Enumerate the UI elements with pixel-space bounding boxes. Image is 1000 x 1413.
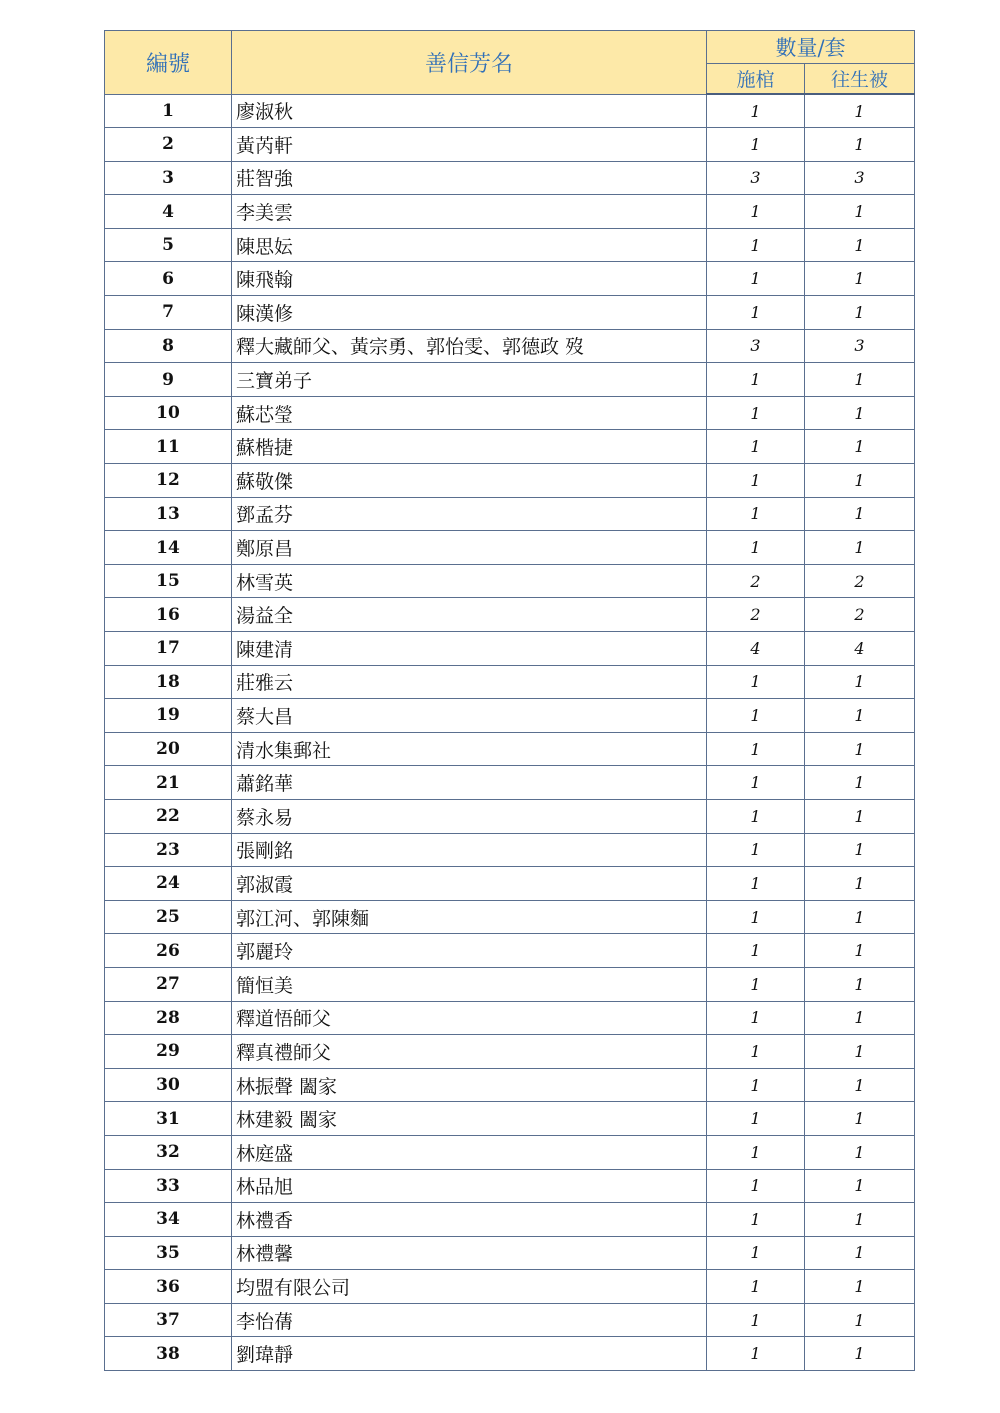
donor-name: 莊智強 (232, 161, 707, 195)
shroud-quantity: 1 (805, 228, 915, 262)
table-row (105, 967, 915, 1001)
coffin-quantity: 1 (707, 900, 805, 934)
row-number: 10 (105, 396, 232, 430)
row-number: 7 (105, 296, 232, 330)
donor-name: 釋大藏師父、黃宗勇、郭怡雯、郭德政 歿 (232, 329, 707, 363)
row-number: 24 (105, 867, 232, 901)
row-number: 30 (105, 1068, 232, 1102)
table-row (105, 531, 915, 565)
row-number: 33 (105, 1169, 232, 1203)
shroud-quantity: 1 (805, 1303, 915, 1337)
coffin-quantity: 1 (707, 195, 805, 229)
shroud-quantity: 1 (805, 1270, 915, 1304)
table-row (105, 195, 915, 229)
row-number: 13 (105, 497, 232, 531)
donor-name: 蔡大昌 (232, 699, 707, 733)
table-row (105, 1169, 915, 1203)
table-row (105, 699, 915, 733)
shroud-quantity: 1 (805, 128, 915, 162)
table-row (105, 1102, 915, 1136)
row-number: 21 (105, 766, 232, 800)
table-row (105, 564, 915, 598)
row-number: 1 (105, 94, 232, 128)
table-row (105, 766, 915, 800)
shroud-quantity: 1 (805, 363, 915, 397)
row-number: 35 (105, 1236, 232, 1270)
coffin-quantity: 1 (707, 262, 805, 296)
coffin-quantity: 1 (707, 94, 805, 128)
donor-name: 張剛銘 (232, 833, 707, 867)
row-number: 19 (105, 699, 232, 733)
shroud-quantity: 1 (805, 699, 915, 733)
donor-name: 蘇楷捷 (232, 430, 707, 464)
table-row (105, 732, 915, 766)
table-row (105, 94, 915, 128)
shroud-quantity: 1 (805, 766, 915, 800)
header-shroud: 往生被 (805, 64, 915, 95)
coffin-quantity: 1 (707, 128, 805, 162)
row-number: 5 (105, 228, 232, 262)
table-row (105, 363, 915, 397)
shroud-quantity: 1 (805, 464, 915, 498)
table-row (105, 598, 915, 632)
donor-name: 蘇芯瑩 (232, 396, 707, 430)
shroud-quantity: 1 (805, 1001, 915, 1035)
shroud-quantity: 1 (805, 732, 915, 766)
row-number: 3 (105, 161, 232, 195)
coffin-quantity: 1 (707, 699, 805, 733)
table-row (105, 1270, 915, 1304)
shroud-quantity: 1 (805, 1035, 915, 1069)
donor-name: 簡恒美 (232, 967, 707, 1001)
table-row (105, 1203, 915, 1237)
coffin-quantity: 1 (707, 867, 805, 901)
coffin-quantity: 1 (707, 934, 805, 968)
coffin-quantity: 1 (707, 1035, 805, 1069)
shroud-quantity: 1 (805, 195, 915, 229)
donor-name: 釋道悟師父 (232, 1001, 707, 1035)
shroud-quantity: 1 (805, 1169, 915, 1203)
coffin-quantity: 1 (707, 228, 805, 262)
coffin-quantity: 1 (707, 1303, 805, 1337)
donor-name: 湯益全 (232, 598, 707, 632)
coffin-quantity: 1 (707, 1135, 805, 1169)
donor-name: 陳思妘 (232, 228, 707, 262)
coffin-quantity: 3 (707, 161, 805, 195)
coffin-quantity: 1 (707, 497, 805, 531)
donor-name: 林庭盛 (232, 1135, 707, 1169)
coffin-quantity: 1 (707, 766, 805, 800)
coffin-quantity: 1 (707, 799, 805, 833)
donor-name: 清水集郵社 (232, 732, 707, 766)
row-number: 31 (105, 1102, 232, 1136)
row-number: 6 (105, 262, 232, 296)
shroud-quantity: 4 (805, 632, 915, 666)
table-row (105, 128, 915, 162)
shroud-quantity: 3 (805, 161, 915, 195)
row-number: 8 (105, 329, 232, 363)
shroud-quantity: 1 (805, 497, 915, 531)
coffin-quantity: 2 (707, 598, 805, 632)
coffin-quantity: 1 (707, 1337, 805, 1371)
table-row (105, 161, 915, 195)
coffin-quantity: 1 (707, 967, 805, 1001)
shroud-quantity: 1 (805, 934, 915, 968)
header-quantity: 數量/套 (707, 31, 915, 64)
donor-name: 林禮香 (232, 1203, 707, 1237)
row-number: 2 (105, 128, 232, 162)
shroud-quantity: 1 (805, 396, 915, 430)
shroud-quantity: 1 (805, 665, 915, 699)
shroud-quantity: 2 (805, 598, 915, 632)
donor-name: 陳飛翰 (232, 262, 707, 296)
donor-name: 李怡蒨 (232, 1303, 707, 1337)
shroud-quantity: 3 (805, 329, 915, 363)
row-number: 16 (105, 598, 232, 632)
shroud-quantity: 1 (805, 430, 915, 464)
row-number: 38 (105, 1337, 232, 1371)
coffin-quantity: 1 (707, 833, 805, 867)
table-header (105, 31, 915, 95)
donor-name: 廖淑秋 (232, 94, 707, 128)
coffin-quantity: 2 (707, 564, 805, 598)
coffin-quantity: 1 (707, 1001, 805, 1035)
table-row (105, 867, 915, 901)
shroud-quantity: 1 (805, 1135, 915, 1169)
table-row (105, 1236, 915, 1270)
row-number: 34 (105, 1203, 232, 1237)
table-row (105, 396, 915, 430)
donor-name: 郭麗玲 (232, 934, 707, 968)
donor-name: 林雪英 (232, 564, 707, 598)
row-number: 23 (105, 833, 232, 867)
table-row (105, 296, 915, 330)
shroud-quantity: 1 (805, 833, 915, 867)
donor-name: 郭淑霞 (232, 867, 707, 901)
shroud-quantity: 1 (805, 94, 915, 128)
donor-name: 林禮馨 (232, 1236, 707, 1270)
donor-name: 郭江河、郭陳麵 (232, 900, 707, 934)
table-row (105, 262, 915, 296)
table-row (105, 497, 915, 531)
row-number: 15 (105, 564, 232, 598)
donor-name: 蕭銘華 (232, 766, 707, 800)
table-row (105, 329, 915, 363)
table-row (105, 228, 915, 262)
table-row (105, 1135, 915, 1169)
coffin-quantity: 3 (707, 329, 805, 363)
table-row (105, 900, 915, 934)
table-row (105, 934, 915, 968)
coffin-quantity: 1 (707, 1068, 805, 1102)
donor-name: 莊雅云 (232, 665, 707, 699)
coffin-quantity: 1 (707, 464, 805, 498)
table-row (105, 430, 915, 464)
row-number: 25 (105, 900, 232, 934)
donor-name: 林建毅 闔家 (232, 1102, 707, 1136)
donor-name: 李美雲 (232, 195, 707, 229)
row-number: 18 (105, 665, 232, 699)
header-coffin: 施棺 (707, 64, 805, 95)
row-number: 4 (105, 195, 232, 229)
shroud-quantity: 1 (805, 1102, 915, 1136)
row-number: 26 (105, 934, 232, 968)
row-number: 27 (105, 967, 232, 1001)
coffin-quantity: 1 (707, 1236, 805, 1270)
shroud-quantity: 1 (805, 1203, 915, 1237)
donor-name: 鄧孟芬 (232, 497, 707, 531)
shroud-quantity: 1 (805, 262, 915, 296)
row-number: 14 (105, 531, 232, 565)
donor-name: 均盟有限公司 (232, 1270, 707, 1304)
donor-name: 鄭原昌 (232, 531, 707, 565)
shroud-quantity: 2 (805, 564, 915, 598)
coffin-quantity: 1 (707, 1169, 805, 1203)
donor-name: 蔡永易 (232, 799, 707, 833)
donor-name: 蘇敬傑 (232, 464, 707, 498)
shroud-quantity: 1 (805, 531, 915, 565)
donor-name: 劉瑋靜 (232, 1337, 707, 1371)
table-row (105, 833, 915, 867)
coffin-quantity: 1 (707, 396, 805, 430)
header-donor-name: 善信芳名 (232, 31, 707, 95)
donor-name: 陳建清 (232, 632, 707, 666)
row-number: 22 (105, 799, 232, 833)
shroud-quantity: 1 (805, 1068, 915, 1102)
table-row (105, 1035, 915, 1069)
table-row (105, 464, 915, 498)
coffin-quantity: 4 (707, 632, 805, 666)
coffin-quantity: 1 (707, 296, 805, 330)
header-number: 編號 (105, 31, 232, 95)
table-body (105, 94, 915, 1371)
donor-name: 陳漢修 (232, 296, 707, 330)
table-row (105, 1001, 915, 1035)
coffin-quantity: 1 (707, 1203, 805, 1237)
row-number: 12 (105, 464, 232, 498)
donor-name: 黃芮軒 (232, 128, 707, 162)
row-number: 28 (105, 1001, 232, 1035)
row-number: 36 (105, 1270, 232, 1304)
row-number: 20 (105, 732, 232, 766)
row-number: 29 (105, 1035, 232, 1069)
row-number: 32 (105, 1135, 232, 1169)
table-row (105, 1068, 915, 1102)
coffin-quantity: 1 (707, 363, 805, 397)
coffin-quantity: 1 (707, 531, 805, 565)
row-number: 37 (105, 1303, 232, 1337)
table-row (105, 799, 915, 833)
donor-name: 三寶弟子 (232, 363, 707, 397)
table-row (105, 1337, 915, 1371)
coffin-quantity: 1 (707, 1102, 805, 1136)
table-row (105, 1303, 915, 1337)
shroud-quantity: 1 (805, 967, 915, 1001)
coffin-quantity: 1 (707, 665, 805, 699)
shroud-quantity: 1 (805, 799, 915, 833)
coffin-quantity: 1 (707, 1270, 805, 1304)
donor-name: 林振聲 闔家 (232, 1068, 707, 1102)
row-number: 9 (105, 363, 232, 397)
coffin-quantity: 1 (707, 732, 805, 766)
shroud-quantity: 1 (805, 1337, 915, 1371)
table-row (105, 665, 915, 699)
donor-name: 林品旭 (232, 1169, 707, 1203)
row-number: 17 (105, 632, 232, 666)
shroud-quantity: 1 (805, 867, 915, 901)
row-number: 11 (105, 430, 232, 464)
coffin-quantity: 1 (707, 430, 805, 464)
shroud-quantity: 1 (805, 1236, 915, 1270)
table-row (105, 632, 915, 666)
donor-table (104, 30, 915, 1371)
shroud-quantity: 1 (805, 900, 915, 934)
shroud-quantity: 1 (805, 296, 915, 330)
donor-name: 釋真禮師父 (232, 1035, 707, 1069)
